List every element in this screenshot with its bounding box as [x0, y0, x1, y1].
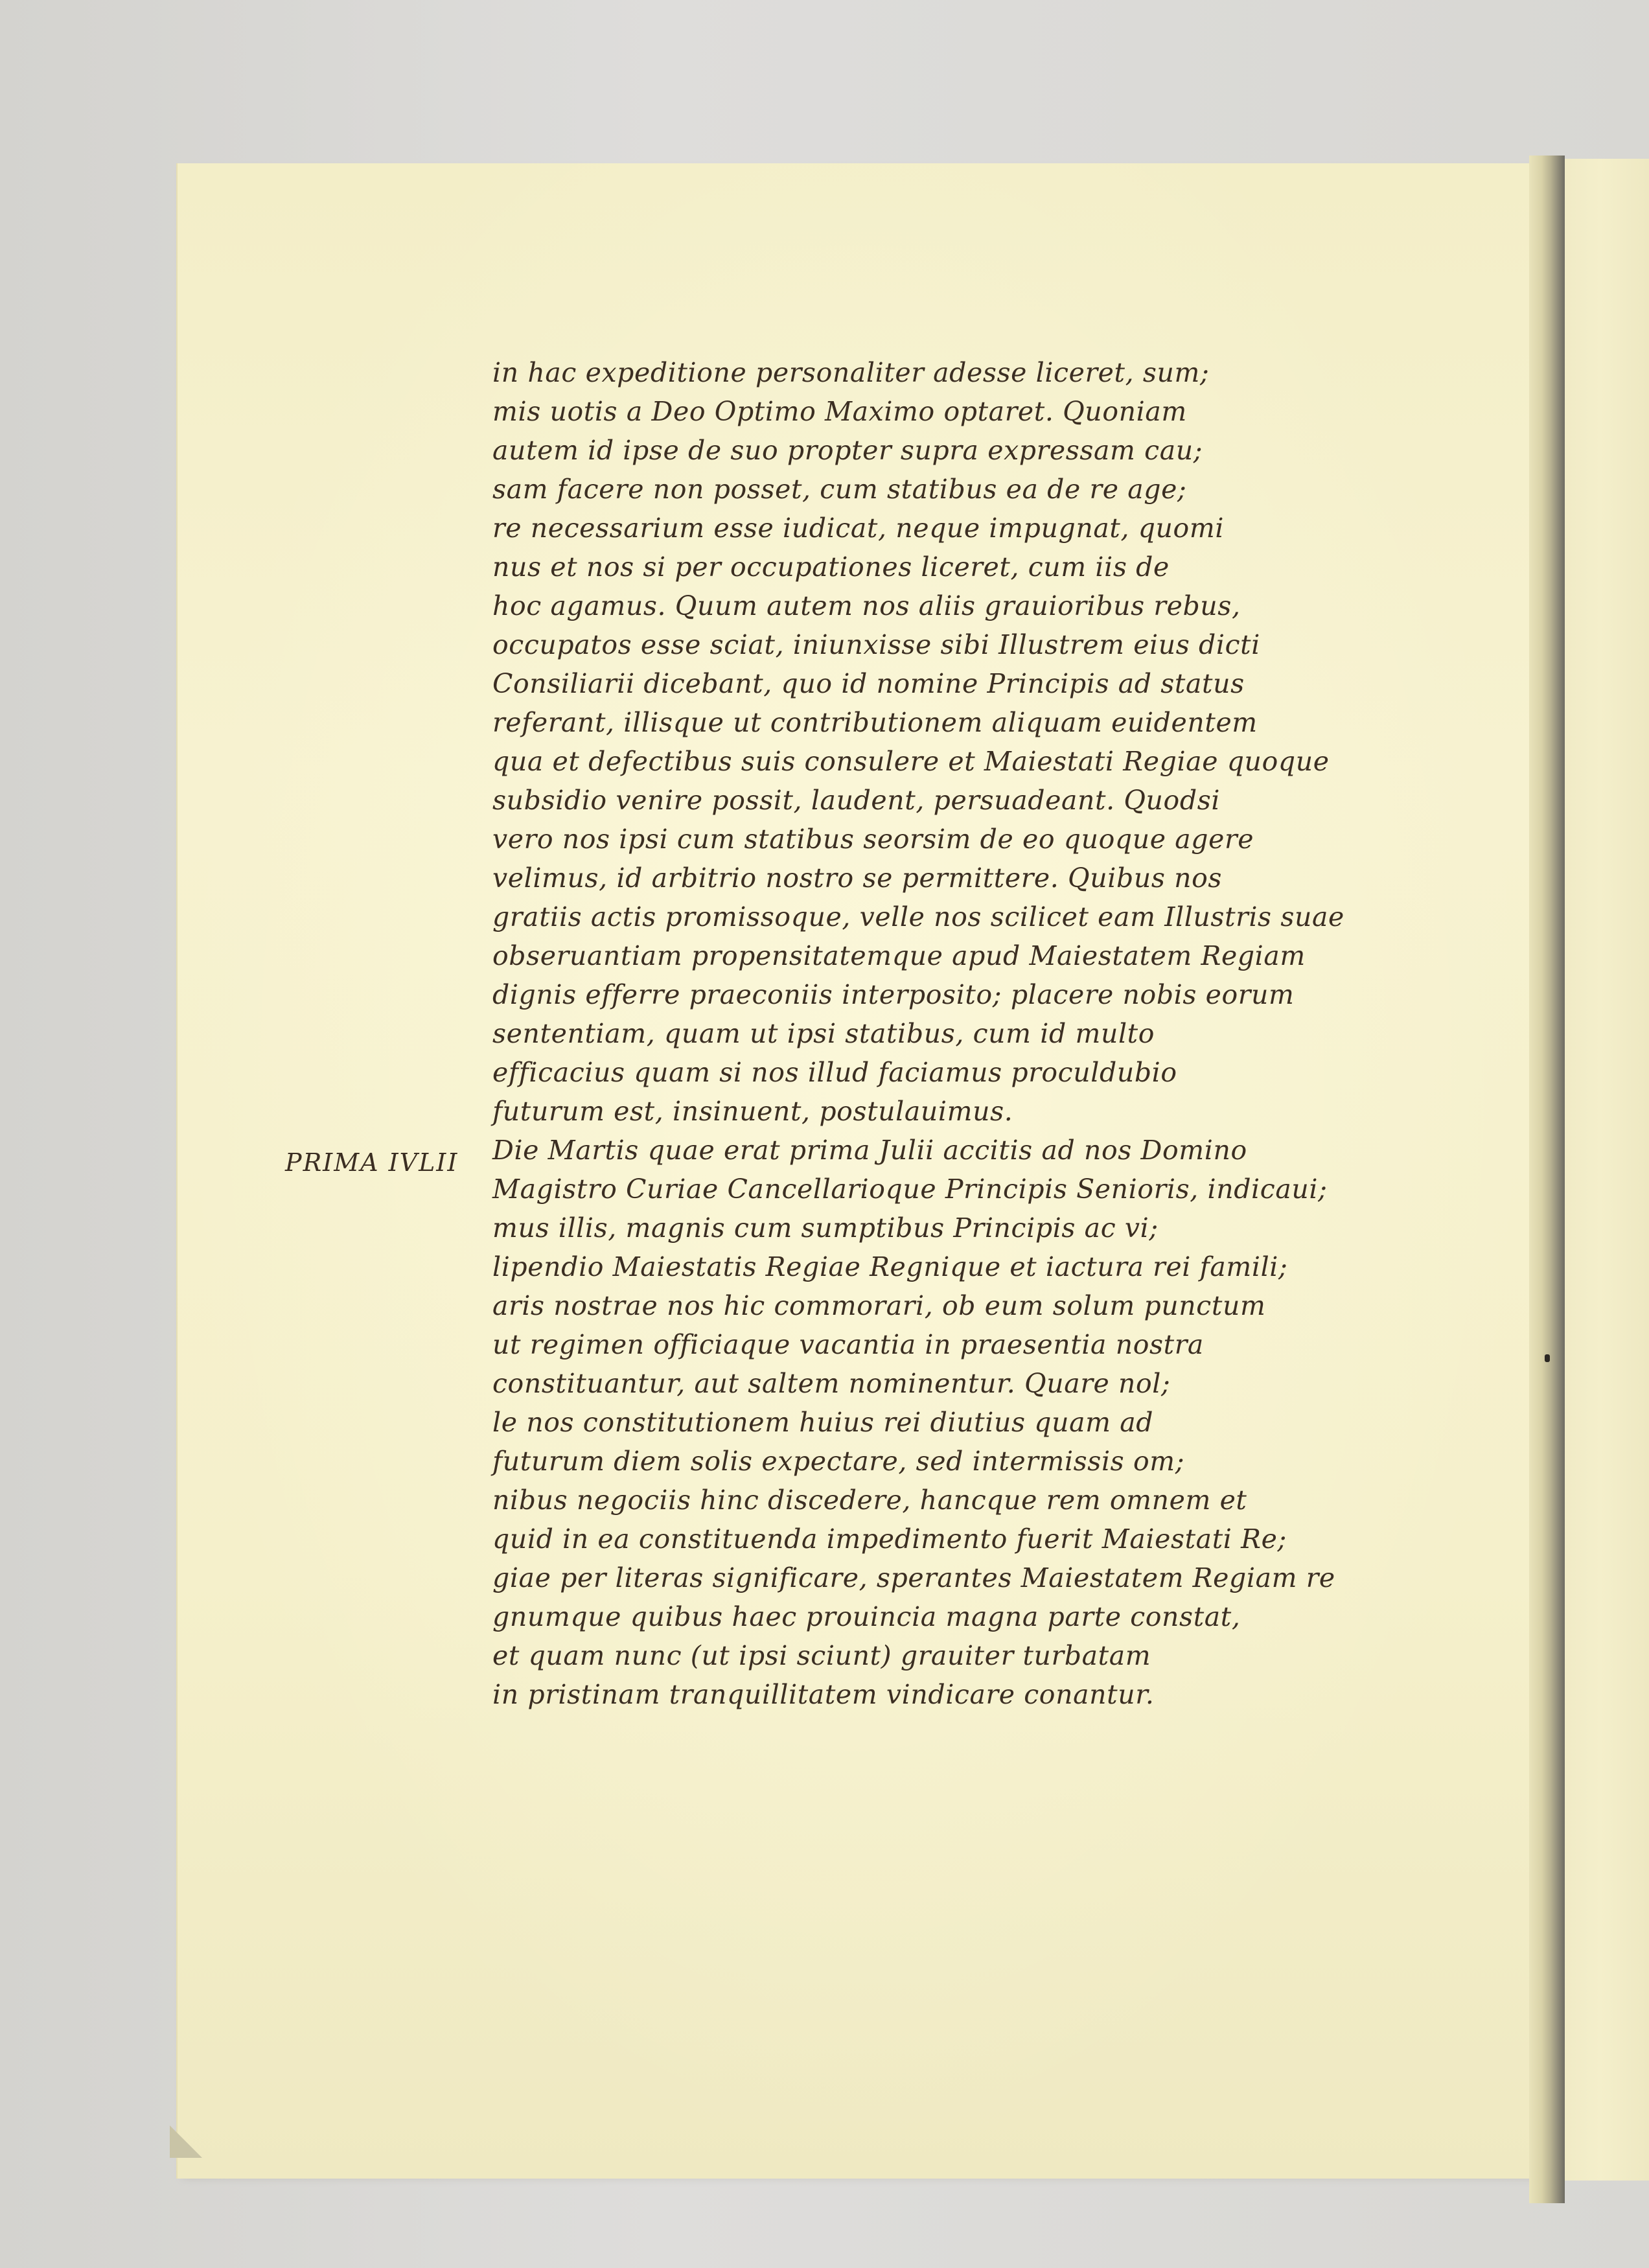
marginal-date-note: PRIMA IVLII — [285, 1148, 459, 1177]
text-line: in pristinam tranquillitatem vindicare conantur. — [492, 1679, 1155, 1710]
text-line: constituantur, aut saltem nominentur. Quare nol; — [492, 1368, 1171, 1399]
text-line: autem id ipse de suo propter supra expressam cau; — [492, 435, 1203, 466]
text-line: gratiis actis promissoque, velle nos scilicet eam Illustris suae — [492, 901, 1344, 932]
text-line: Die Martis quae erat prima Julii accitis ad nos Domino — [492, 1135, 1247, 1166]
text-line: velimus, id arbitrio nostro se permittere. Quibus nos — [492, 862, 1223, 894]
ink-speck — [1545, 1354, 1550, 1362]
text-line: efficacius quam si nos illud faciamus proculdubio — [492, 1057, 1177, 1088]
text-line: subsidio venire possit, laudent, persuadeant. Quodsi — [492, 785, 1221, 816]
text-line: occupatos esse sciat, iniunxisse sibi Illustrem eius dicti — [492, 629, 1260, 660]
text-line: gnumque quibus haec prouincia magna parte constat, — [492, 1601, 1241, 1632]
text-line: mis uotis a Deo Optimo Maximo optaret. Quoniam — [492, 396, 1187, 427]
text-line: mus illis, magnis cum sumptibus Principis ac vi; — [492, 1212, 1159, 1244]
text-line: re necessarium esse iudicat, neque impugnat, quomi — [492, 513, 1225, 544]
text-line: sam facere non posset, cum statibus ea de re age; — [492, 474, 1187, 505]
text-line: nibus negociis hinc discedere, hancque rem omnem et — [492, 1485, 1247, 1516]
text-line: ut regimen officiaque vacantia in praesentia nostra — [492, 1329, 1204, 1360]
text-line: obseruantiam propensitatemque apud Maiestatem Regiam — [492, 940, 1306, 971]
text-line: qua et defectibus suis consulere et Maiestati Regiae quoque — [492, 746, 1330, 777]
text-line: sententiam, quam ut ipsi statibus, cum id multo — [492, 1018, 1155, 1049]
text-line: lipendio Maiestatis Regiae Regnique et iactura rei famili; — [492, 1251, 1288, 1282]
text-line: giae per literas significare, sperantes Maiestatem Regiam re — [492, 1562, 1335, 1593]
text-line: nus et nos si per occupationes liceret, cum iis de — [492, 551, 1170, 583]
text-line: Magistro Curiae Cancellarioque Principis Senioris, indicaui; — [492, 1174, 1328, 1205]
text-line: futurum est, insinuent, postulauimus. — [492, 1096, 1013, 1127]
text-line: Consiliarii dicebant, quo id nomine Principis ad status — [492, 668, 1245, 699]
facing-page-edge — [1552, 159, 1649, 2181]
text-line: le nos constitutionem huius rei diutius quam ad — [492, 1407, 1154, 1438]
page-corner — [170, 2125, 202, 2158]
text-line: hoc agamus. Quum autem nos aliis grauioribus rebus, — [492, 590, 1241, 621]
text-line: quid in ea constituenda impedimento fuerit Maiestati Re; — [492, 1523, 1287, 1555]
text-line: futurum diem solis expectare, sed intermissis om; — [492, 1446, 1185, 1477]
page-gutter — [1529, 156, 1565, 2203]
text-line: et quam nunc (ut ipsi sciunt) grauiter turbatam — [492, 1640, 1151, 1671]
text-line: referant, illisque ut contributionem aliquam euidentem — [492, 707, 1258, 738]
text-line: vero nos ipsi cum statibus seorsim de eo quoque agere — [492, 824, 1254, 855]
manuscript-text — [492, 353, 1344, 1714]
text-line: dignis efferre praeconiis interposito; placere nobis eorum — [492, 979, 1295, 1010]
text-line: in hac expeditione personaliter adesse liceret, sum; — [492, 357, 1210, 388]
text-line: aris nostrae nos hic commorari, ob eum solum punctum — [492, 1290, 1266, 1321]
